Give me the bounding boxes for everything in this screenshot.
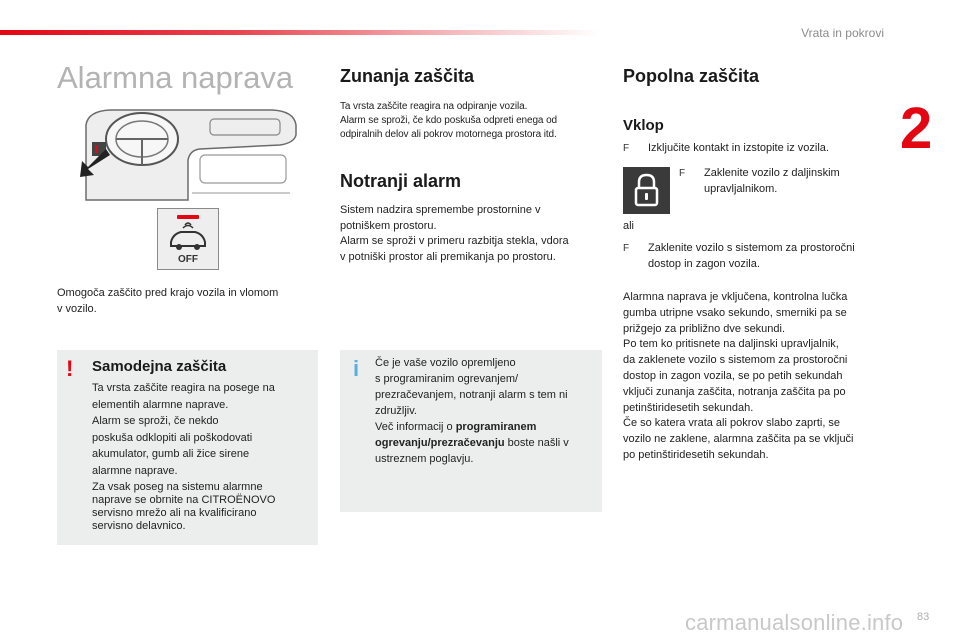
remote-lock-icon (623, 167, 670, 214)
interior-title: Notranji alarm (340, 171, 462, 191)
full-protection-title: Popolna zaščita (623, 66, 760, 86)
chapter-number: 2 (900, 96, 933, 161)
step-lock-remote: F Zaklenite vozilo z daljinskim upravljalnikom. (679, 167, 840, 195)
info-text: Če je vaše vozilo opremljeno s programiranim ogrevanjem/ prezračevanjem, notranji alarm s tem ni združljiv. Več informacij o programiranem ogrevanju/prezračevanju boste našli v ustreznem poglavju. (375, 357, 569, 465)
exterior-text: Ta vrsta zaščite reagira na odpiranje vozila. Alarm se sproži, če kdo poskuša odpreti enega od odpiralnih delov ali pokrov motornega prostora itd. (340, 101, 557, 140)
alarm-description: Omogoča zaščito pred krajo vozila in vlomom v vozilo. (57, 287, 279, 315)
off-label: OFF (178, 254, 198, 265)
or-label: ali (623, 220, 635, 232)
warning-text-1: Ta vrsta zaščite reagira na posege na elementih alarmne naprave. Alarm se sproži, če nekdo poskuša odklopiti ali poškodovati akumulator, gumb ali žice sirene alarmne naprave. (92, 382, 275, 477)
exterior-title: Zunanja zaščita (340, 66, 475, 86)
warning-title: Samodejna zaščita (92, 358, 227, 375)
section-name: Vrata in pokrovi (801, 26, 884, 40)
dashboard-illustration (80, 105, 302, 207)
activation-subtitle: Vklop (623, 117, 664, 134)
warning-text-2: Za vsak poseg na sistemu alarmne naprave se obrnite na CITROËNOVO servisno mrežo ali na kvalificirano servisno delavnico. (92, 481, 276, 532)
interior-text: Sistem nadzira spremembe prostornine v potniškem prostoru. Alarm se sproži v primeru razbitja stekla, vdora v potniški prostor ali premikanja po prostoru. (340, 204, 569, 263)
page-number: 83 (917, 611, 930, 623)
watermark: carmanualsonline.info (685, 610, 904, 635)
alarm-off-button-icon (157, 208, 219, 270)
header-accent-bar (0, 30, 600, 35)
activation-body-text: Alarmna naprava je vključena, kontrolna lučka gumba utripne vsako sekundo, smerniki pa se prižgejo za približno dve sekundi. Po tem ko pritisnete na daljinski upravljalnik, da zaklenete vozilo s sistemom za prostoročni dostop in zagon vozila, se po petih sekundah vključi zunanja zaščita, notranja zaščita pa po petinštiridesetih sekundah. Če so katera vrata ali pokrov slabo zaprti, se vozilo ne zaklene, alarmna zaščita pa se vključi po petinštiridesetih sekundah. (623, 291, 854, 461)
step-ignition-off: F Izključite kontakt in izstopite iz vozila. (623, 142, 829, 154)
exclamation-icon: ! (66, 356, 74, 381)
page-title: Alarmna naprava (57, 60, 294, 95)
info-icon: i (353, 356, 360, 381)
step-lock-keyless: F Zaklenite vozilo s sistemom za prostoročni dostop in zagon vozila. (623, 242, 855, 270)
